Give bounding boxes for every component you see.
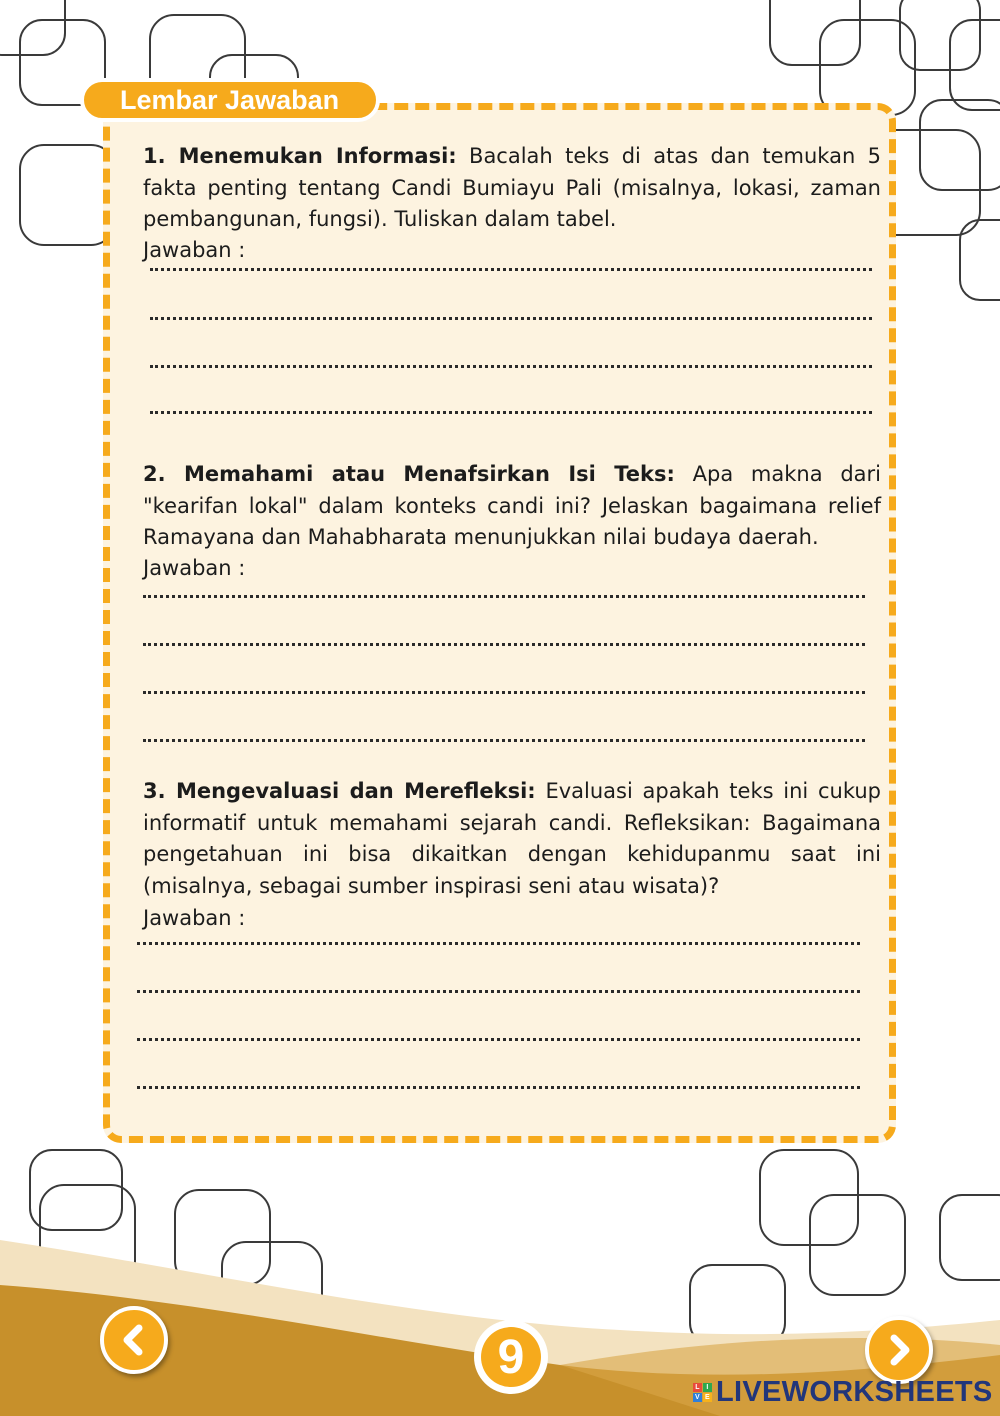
sheet-title — [80, 78, 380, 122]
liveworksheets-brand[interactable] — [693, 1376, 993, 1408]
previous-page-button[interactable] — [100, 1306, 168, 1374]
answer-3-line-4[interactable] — [137, 1086, 860, 1089]
answer-3-line-1[interactable] — [137, 942, 860, 945]
brand-name: LIVEWORKSHEETS — [716, 1375, 993, 1408]
next-page-button[interactable] — [865, 1316, 933, 1384]
answer-1-line-2[interactable] — [150, 317, 872, 320]
question-3-title: 3. Mengevaluasi dan Merefleksi: — [143, 779, 536, 803]
question-2-text: Apa makna dari "kearifan lokal" dalam konteks candi ini? Jelaskan bagaimana relief Ramayana dan Mahabharata menunjukkan nilai budaya daerah. — [143, 462, 881, 549]
chevron-left-icon — [117, 1323, 151, 1357]
question-3-text: Evaluasi apakah teks ini cukup informatif untuk memahami sejarah candi. Refleksikan: Bagaimana pengetahuan ini bisa dikaitkan dengan kehidupanmu saat ini (misalnya, sebagai sumber inspirasi seni atau wisata)? — [143, 779, 881, 898]
page-number-badge — [474, 1320, 548, 1394]
chevron-right-icon — [882, 1333, 916, 1367]
answer-3-line-2[interactable] — [137, 990, 860, 993]
sheet-title-label: Lembar Jawaban — [120, 84, 340, 115]
question-1 — [143, 141, 881, 236]
question-3-answer-label: Jawaban : — [143, 906, 246, 930]
question-1-text: Bacalah teks di atas dan temukan 5 fakta penting tentang Candi Bumiayu Pali (misalnya, lokasi, zaman pembangunan, fungsi). Tuliskan dalam tabel. — [143, 144, 881, 231]
question-2-title: 2. Memahami atau Menafsirkan Isi Teks: — [143, 462, 675, 486]
page-number: 9 — [481, 1327, 541, 1387]
answer-2-line-1[interactable] — [143, 595, 865, 598]
question-1-title: 1. Menemukan Informasi: — [143, 144, 457, 168]
answer-1-line-1[interactable] — [150, 268, 872, 271]
question-1-answer-label: Jawaban : — [143, 238, 246, 262]
answer-1-line-4[interactable] — [150, 411, 872, 414]
answer-2-line-4[interactable] — [143, 739, 865, 742]
liveworksheets-logo-icon: L I V E — [693, 1383, 712, 1402]
question-2 — [143, 459, 881, 554]
answer-2-line-3[interactable] — [143, 691, 865, 694]
answer-1-line-3[interactable] — [150, 365, 872, 368]
question-3 — [143, 776, 881, 902]
answer-3-line-3[interactable] — [137, 1038, 860, 1041]
question-2-answer-label: Jawaban : — [143, 556, 246, 580]
answer-2-line-2[interactable] — [143, 643, 865, 646]
